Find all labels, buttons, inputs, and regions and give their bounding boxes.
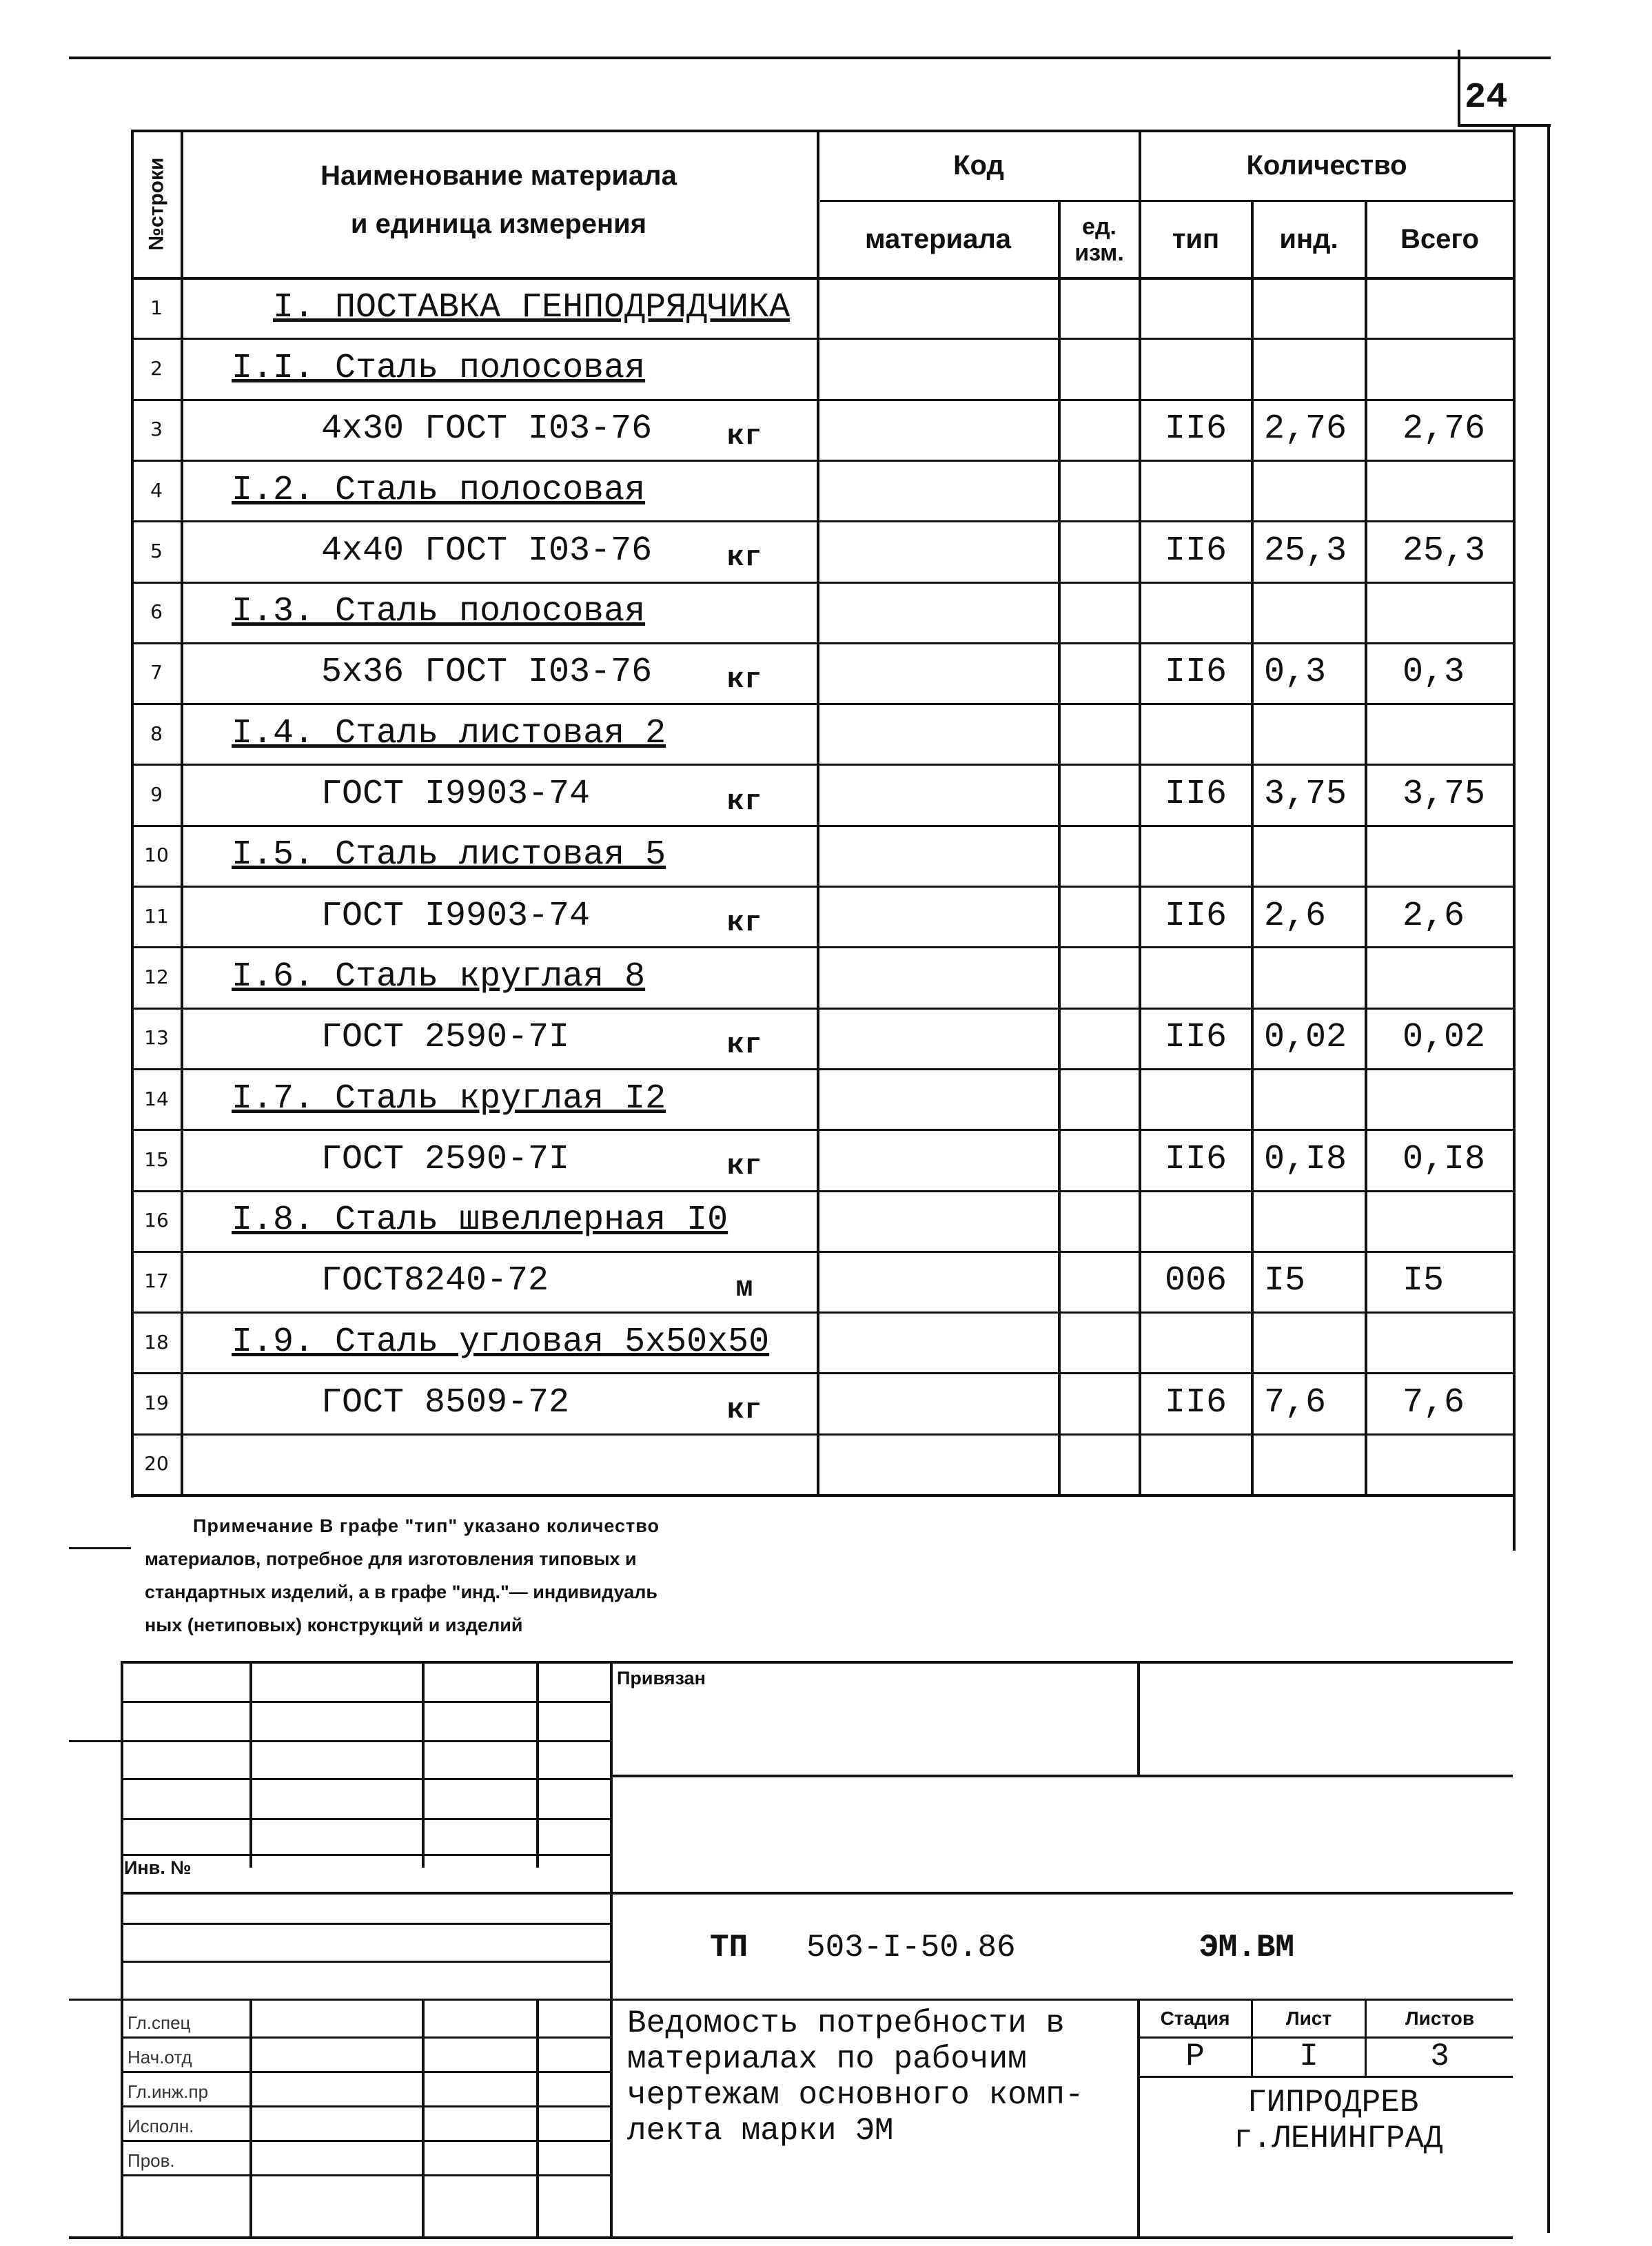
qty-total: 7,6: [1403, 1383, 1465, 1423]
tb-bottom-line: [69, 2236, 1513, 2239]
sheet-number-box-left: [1458, 50, 1460, 125]
qty-total: 2,76: [1403, 409, 1486, 449]
qty-type: [1254, 1314, 1363, 1369]
qty-type: 3,75: [1264, 775, 1347, 815]
row-number: 6: [150, 600, 163, 624]
unit-label: [689, 1321, 799, 1376]
sheet-label: Лист: [1285, 2008, 1332, 2029]
header-name-line2: и единица измерения: [350, 208, 647, 239]
row-number: 12: [144, 965, 169, 988]
code-unit: II6: [1164, 896, 1227, 936]
doc-title-line-2: материалах по рабочим: [627, 2041, 1027, 2077]
sheets-label: Листов: [1405, 2008, 1475, 2029]
signer-3: Гл.инж.пр: [128, 2081, 209, 2102]
signer-4: Исполн.: [128, 2116, 194, 2136]
material-name: 5х36 ГОСТ I03-76: [321, 653, 653, 693]
code-unit: [1142, 1314, 1250, 1369]
row-separator: [131, 1129, 1513, 1131]
doc-title: [627, 2005, 1130, 2149]
tb-stage-col-2: [1365, 1999, 1367, 2076]
row-separator: [131, 1433, 1513, 1436]
sheet-value: I: [1299, 2039, 1318, 2074]
header-name-line1: Наименование материала: [320, 160, 677, 191]
inv-number-label: Инв. №: [124, 1857, 192, 1878]
tb-col-sep-1: [249, 1661, 252, 1868]
stage-value: Р: [1185, 2039, 1205, 2074]
unit-label: кг: [726, 662, 762, 696]
signer-names: [128, 2005, 248, 2178]
tb-col-sep-2: [422, 1661, 425, 1868]
qty-total: [1368, 1071, 1511, 1126]
row-separator: [131, 582, 1513, 584]
row-separator: [131, 1311, 1513, 1314]
row-number: 2: [150, 356, 163, 380]
qty-type: [1254, 1071, 1363, 1126]
material-name: 4х40 ГОСТ I03-76: [321, 531, 653, 571]
material-name: I.9. Сталь угловая 5х50х50: [232, 1322, 770, 1362]
row-number: 1: [150, 296, 163, 319]
row-separator: [131, 1008, 1513, 1010]
outer-right-line: [1547, 124, 1550, 2233]
qty-type: [1254, 280, 1363, 335]
tb-left-line-4: [121, 1818, 610, 1820]
doc-mark: ЭМ.ВМ: [1199, 1930, 1295, 1966]
code-unit: [1142, 1436, 1250, 1491]
qty-total: [1368, 462, 1511, 518]
tb-left-line-6: [121, 1923, 610, 1925]
code-unit: [1142, 949, 1250, 1004]
doc-title-line-1: Ведомость потребности в: [627, 2005, 1065, 2041]
tb-doc-top: [610, 1892, 1513, 1895]
tb-left-border: [121, 1661, 123, 2236]
note-line-2: материалов, потребное для изготовления типовых и: [145, 1549, 637, 1569]
unit-label: [689, 1078, 799, 1133]
tb-col-sep-1b: [249, 1999, 252, 2236]
tb-attached-bottom: [610, 1775, 1513, 1777]
material-name: I.7. Сталь круглая I2: [232, 1079, 666, 1119]
row-separator: [131, 338, 1513, 340]
material-name: I.4. Сталь листовая 2: [232, 713, 666, 753]
code-unit: [1142, 1193, 1250, 1248]
material-name: I.5. Сталь листовая 5: [232, 835, 666, 875]
table-bottom-line: [131, 1494, 1513, 1497]
qty-total: [1368, 340, 1511, 396]
tb-left-line-2: [69, 1740, 610, 1742]
col-ind-sep: [1365, 200, 1367, 1494]
material-name: I. ПОСТАВКА ГЕНПОДРЯДЧИКА: [273, 287, 791, 327]
material-name: I.8. Сталь швеллерная I0: [232, 1201, 728, 1241]
code-unit: II6: [1164, 1018, 1227, 1058]
code-unit: [1142, 1071, 1250, 1126]
tb-col-sep-2b: [422, 1999, 425, 2236]
qty-total: [1368, 706, 1511, 761]
table-right-border: [1513, 124, 1516, 1551]
qty-type: 25,3: [1264, 531, 1347, 571]
header-top-line: [131, 130, 1513, 132]
tb-left-line-5: [121, 1854, 610, 1856]
signer-2: Нач.отд: [128, 2047, 192, 2068]
col-name-sep: [817, 130, 819, 1494]
row-number: 14: [144, 1087, 169, 1110]
unit-label: [689, 287, 799, 342]
tb-left-line-7: [121, 1961, 610, 1963]
code-unit: II6: [1164, 409, 1227, 449]
material-name: I.I. Сталь полосовая: [232, 348, 646, 388]
tb-attached-sep: [1137, 1661, 1140, 1775]
row-separator: [131, 946, 1513, 948]
qty-total: 0,I8: [1403, 1139, 1486, 1179]
col-code-sep: [1058, 200, 1061, 1494]
row-number: 7: [150, 661, 163, 684]
note-line-1: Примечание В графе "тип" указано количество: [193, 1515, 660, 1536]
code-unit: II6: [1164, 653, 1227, 693]
col-type-sep: [1251, 200, 1254, 1494]
row-separator: [131, 764, 1513, 766]
qty-total: 0,3: [1403, 653, 1465, 693]
row-separator: [131, 825, 1513, 827]
doc-title-line-3: чертежам основного комп-: [627, 2077, 1084, 2113]
qty-type: 0,3: [1264, 653, 1327, 693]
material-name: [183, 1436, 755, 1491]
qty-total: 2,6: [1403, 896, 1465, 936]
tb-top-line: [121, 1661, 1513, 1664]
col-unit-sep: [1139, 130, 1141, 1494]
tb-left-line-8: [69, 1999, 1513, 2001]
qty-total: [1368, 584, 1511, 640]
doc-series: ТП: [710, 1930, 748, 1966]
code-unit: II6: [1164, 775, 1227, 815]
material-name: ГОСТ I9903-74: [321, 775, 591, 815]
qty-total: I5: [1403, 1261, 1445, 1301]
code-unit: II6: [1164, 1139, 1227, 1179]
tb-col-sep-3: [536, 1661, 539, 1868]
header-qty-total: Всего: [1400, 224, 1479, 254]
tb-left-line-3: [121, 1778, 610, 1780]
unit-label: кг: [726, 1393, 762, 1427]
material-name: 4х30 ГОСТ I03-76: [321, 409, 653, 449]
header-row-number: №строки: [145, 157, 167, 251]
row-number: 16: [144, 1209, 169, 1232]
qty-type: 2,76: [1264, 409, 1347, 449]
doc-code: 503-I-50.86: [806, 1930, 1016, 1966]
material-name: ГОСТ8240-72: [321, 1261, 549, 1301]
code-unit: [1142, 462, 1250, 518]
qty-type: 2,6: [1264, 896, 1327, 936]
material-name: I.3. Сталь полосовая: [232, 592, 646, 632]
row-number: 15: [144, 1147, 169, 1171]
signer-1: Гл.спец: [128, 2012, 191, 2033]
qty-type: [1254, 462, 1363, 518]
row-separator: [131, 703, 1513, 705]
header-code: Код: [953, 150, 1004, 181]
row-separator: [131, 1372, 1513, 1374]
code-unit: [1142, 340, 1250, 396]
material-name: ГОСТ 8509-72: [321, 1383, 570, 1423]
row-number: 4: [150, 478, 163, 502]
unit-label: м: [735, 1271, 753, 1305]
material-name: I.2. Сталь полосовая: [232, 470, 646, 510]
sheets-value: 3: [1430, 2039, 1449, 2074]
code-unit: II6: [1164, 531, 1227, 571]
qty-total: [1368, 949, 1511, 1004]
note-line-3: стандартных изделий, а в графе "инд."— индивидуаль: [145, 1582, 658, 1602]
code-unit: [1142, 280, 1250, 335]
row-separator: [131, 1251, 1513, 1253]
qty-type: [1254, 949, 1363, 1004]
unit-label: кг: [726, 1028, 762, 1061]
header-code-unit: ед. изм.: [1074, 213, 1124, 266]
material-name: I.6. Сталь круглая 8: [232, 957, 646, 997]
qty-total: [1368, 280, 1511, 335]
organization-line-1: ГИПРОДРЕВ: [1247, 2085, 1419, 2121]
qty-total: [1368, 1193, 1511, 1248]
unit-label: [689, 835, 799, 890]
qty-type: [1254, 1436, 1363, 1491]
header-code-material: материала: [864, 224, 1012, 254]
row-separator: [131, 399, 1513, 401]
attached-label: Привязан: [617, 1668, 706, 1688]
signer-5: Пров.: [128, 2150, 175, 2171]
qty-type: [1254, 706, 1363, 761]
header-qty-type: тип: [1172, 224, 1220, 254]
qty-type: [1254, 340, 1363, 396]
unit-label: [689, 1200, 799, 1255]
qty-total: [1368, 1436, 1511, 1491]
row-number: 9: [150, 783, 163, 806]
header-sub-line: [820, 200, 1513, 202]
material-name: ГОСТ 2590-7I: [321, 1139, 570, 1179]
qty-total: 3,75: [1403, 775, 1486, 815]
row-separator: [131, 460, 1513, 462]
material-name: ГОСТ 2590-7I: [321, 1018, 570, 1058]
code-unit: [1142, 828, 1250, 883]
unit-label: кг: [726, 419, 762, 453]
row-number: 10: [144, 844, 169, 867]
code-unit: [1142, 584, 1250, 640]
header-qty-ind: инд.: [1279, 224, 1338, 254]
qty-type: [1254, 584, 1363, 640]
note-line-4: ных (нетиповых) конструкций и изделий: [145, 1615, 523, 1635]
tb-stage-col-1: [1251, 1999, 1253, 2076]
unit-label: кг: [726, 906, 762, 940]
code-unit: [1142, 706, 1250, 761]
row-number: 8: [150, 722, 163, 745]
qty-type: 0,I8: [1264, 1139, 1347, 1179]
tb-col-sep-3b: [536, 1999, 539, 2236]
row-separator: [131, 642, 1513, 644]
row-number: 3: [150, 418, 163, 441]
qty-type: [1254, 1193, 1363, 1248]
sheet-number-box-bottom: [1458, 124, 1551, 127]
row-number: 11: [144, 904, 169, 928]
note-left-tick: [69, 1547, 131, 1549]
tb-stage-val-line: [1137, 2076, 1513, 2078]
qty-type: 7,6: [1264, 1383, 1327, 1423]
doc-title-line-4: лекта марки ЭМ: [627, 2113, 894, 2149]
unit-label: [689, 713, 799, 768]
unit-label: [689, 469, 799, 524]
stage-label: Стадия: [1160, 2008, 1230, 2029]
row-number: 5: [150, 539, 163, 562]
qty-total: 0,02: [1403, 1018, 1486, 1058]
qty-type: I5: [1264, 1261, 1306, 1301]
unit-label: [689, 956, 799, 1011]
unit-label: кг: [726, 1150, 762, 1183]
note-block: [145, 1509, 1110, 1642]
qty-type: 0,02: [1264, 1018, 1347, 1058]
qty-total: [1368, 828, 1511, 883]
code-unit: 006: [1164, 1261, 1227, 1301]
unit-label: [689, 347, 799, 402]
tb-left-line-1: [121, 1701, 610, 1703]
row-separator: [131, 1190, 1513, 1192]
sheet-number: 24: [1465, 77, 1508, 118]
row-separator: [131, 520, 1513, 522]
qty-total: 25,3: [1403, 531, 1486, 571]
row-number: 19: [144, 1391, 169, 1415]
row-number: 17: [144, 1269, 169, 1293]
unit-label: [689, 1443, 799, 1498]
code-unit: II6: [1164, 1383, 1227, 1423]
row-number: 18: [144, 1330, 169, 1354]
row-number: 20: [144, 1452, 169, 1476]
organization: [1234, 2085, 1443, 2156]
top-border-line: [69, 57, 1551, 59]
organization-line-2: г.ЛЕНИНГРАД: [1234, 2121, 1443, 2156]
row-separator: [131, 1068, 1513, 1070]
tb-main-sep: [610, 1661, 613, 2236]
qty-total: [1368, 1314, 1511, 1369]
header-quantity: Количество: [1246, 150, 1407, 181]
row-number: 13: [144, 1026, 169, 1050]
unit-label: кг: [726, 784, 762, 818]
row-separator: [131, 886, 1513, 888]
unit-label: кг: [726, 541, 762, 575]
material-name: ГОСТ I9903-74: [321, 896, 591, 936]
unit-label: [689, 591, 799, 646]
qty-type: [1254, 828, 1363, 883]
